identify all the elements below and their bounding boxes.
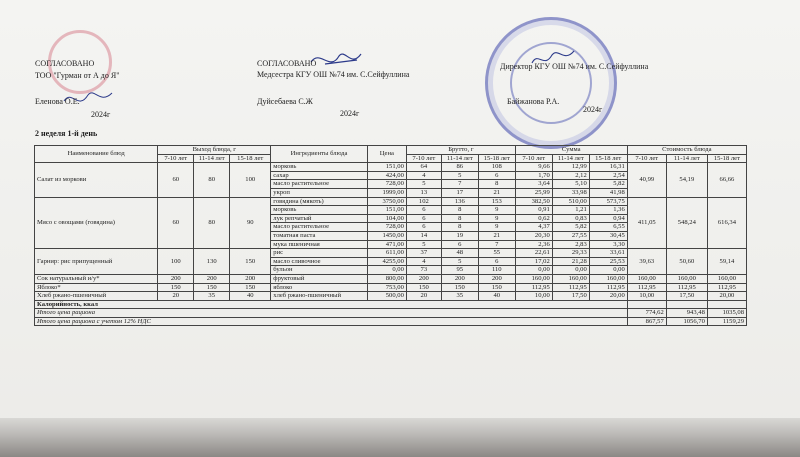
brutto-value: 17	[441, 188, 478, 197]
brutto-value: 9	[478, 206, 515, 215]
ingredient-price: 1450,00	[367, 231, 406, 240]
brutto-value: 40	[478, 292, 515, 301]
brutto-value: 55	[478, 249, 515, 258]
col-header-ingredients: Ингредиенты блюда	[271, 146, 368, 163]
calories-value	[707, 300, 746, 309]
brutto-value: 21	[478, 188, 515, 197]
dish-output: 60	[158, 163, 194, 197]
sum-value: 27,55	[552, 231, 589, 240]
brutto-value: 8	[441, 223, 478, 232]
left-approval-name: Еленова О.Е.	[35, 97, 80, 106]
brutto-value: 136	[441, 197, 478, 206]
ingredient-price: 471,00	[367, 240, 406, 249]
dish-cost: 10,00	[627, 292, 666, 301]
brutto-value: 200	[441, 274, 478, 283]
ingredient-name: укроп	[271, 188, 368, 197]
brutto-value: 64	[406, 163, 441, 172]
right-approval-year: 2024г	[583, 105, 603, 114]
sum-value: 160,00	[589, 274, 627, 283]
sum-value: 112,95	[589, 283, 627, 292]
dish-cost: 616,34	[707, 197, 746, 249]
ingredient-name: масло сливочное	[271, 257, 368, 266]
dish-name: Салат из моркови	[35, 163, 158, 197]
dish-output: 100	[158, 249, 194, 275]
calories-label: Калорийность, ккал	[35, 300, 628, 309]
table-row	[35, 163, 747, 172]
ingredient-price: 500,00	[367, 292, 406, 301]
brutto-value: 6	[478, 171, 515, 180]
brutto-value: 86	[441, 163, 478, 172]
table-row	[35, 197, 747, 206]
ingredient-name: яблоко	[271, 283, 368, 292]
sum-value: 22,61	[515, 249, 552, 258]
sum-value: 573,75	[589, 197, 627, 206]
brutto-value: 7	[441, 180, 478, 189]
left-approval-year: 2024г	[91, 110, 111, 119]
brutto-value: 6	[441, 240, 478, 249]
dish-name: Хлеб ржано-пшеничный	[35, 292, 158, 301]
brutto-value: 5	[441, 257, 478, 266]
sum-value: 0,00	[589, 266, 627, 275]
sum-value: 10,00	[515, 292, 552, 301]
col-header-age: 7-10 лет	[627, 154, 666, 163]
brutto-value: 19	[441, 231, 478, 240]
col-header-age: 15-18 лет	[707, 154, 746, 163]
ingredient-price: 800,00	[367, 274, 406, 283]
dish-name: Сок натуральный и/у*	[35, 274, 158, 283]
col-header-age: 15-18 лет	[478, 154, 515, 163]
dish-output: 60	[158, 197, 194, 249]
ingredient-price: 151,00	[367, 163, 406, 172]
dish-cost: 112,95	[627, 283, 666, 292]
sum-value: 2,36	[515, 240, 552, 249]
sum-value: 1,36	[589, 206, 627, 215]
brutto-value: 9	[478, 223, 515, 232]
dish-output: 40	[230, 292, 271, 301]
ingredient-name: томатная паста	[271, 231, 368, 240]
col-header-age: 15-18 лет	[230, 154, 271, 163]
ingredient-name: мука пшеничная	[271, 240, 368, 249]
brutto-value: 8	[441, 206, 478, 215]
dish-name: Яблоко*	[35, 283, 158, 292]
sum-value: 5,82	[552, 223, 589, 232]
brutto-value: 6	[478, 257, 515, 266]
dish-output: 200	[194, 274, 230, 283]
dish-cost: 411,05	[627, 197, 666, 249]
left-approval-title: СОГЛАСОВАНО	[35, 59, 95, 68]
dish-output: 200	[158, 274, 194, 283]
sum-value: 510,00	[552, 197, 589, 206]
col-header-price: Цена	[367, 146, 406, 163]
sum-value: 41,98	[589, 188, 627, 197]
dish-cost: 50,60	[666, 249, 707, 275]
sum-value: 20,00	[589, 292, 627, 301]
calories-value	[627, 300, 666, 309]
table-row	[35, 249, 747, 258]
brutto-value: 102	[406, 197, 441, 206]
brutto-value: 6	[406, 206, 441, 215]
dish-output: 150	[158, 283, 194, 292]
total-value: 1035,08	[707, 309, 746, 318]
ingredient-price: 0,00	[367, 266, 406, 275]
sum-value: 33,98	[552, 188, 589, 197]
brutto-value: 150	[478, 283, 515, 292]
brutto-value: 8	[478, 180, 515, 189]
sum-value: 30,45	[589, 231, 627, 240]
total-value: 943,48	[666, 309, 707, 318]
sum-value: 29,33	[552, 249, 589, 258]
total-vat-label: Итого цена рациона с учетом 12% НДС	[35, 317, 628, 326]
total-vat-value: 1159,29	[707, 317, 746, 326]
dish-output: 100	[230, 163, 271, 197]
brutto-value: 6	[406, 214, 441, 223]
dish-output: 35	[194, 292, 230, 301]
dish-cost: 112,95	[707, 283, 746, 292]
dish-cost: 160,00	[666, 274, 707, 283]
sum-value: 112,95	[552, 283, 589, 292]
ingredient-price: 753,00	[367, 283, 406, 292]
sum-value: 2,54	[589, 171, 627, 180]
col-header-cost: Стоимость блюда	[627, 146, 746, 155]
total-vat-row	[35, 317, 747, 326]
dish-output: 90	[230, 197, 271, 249]
sum-value: 0,62	[515, 214, 552, 223]
table-row	[35, 283, 747, 292]
dish-cost: 160,00	[707, 274, 746, 283]
header-row	[35, 146, 747, 155]
col-header-age: 11-14 лет	[441, 154, 478, 163]
col-header-age: 7-10 лет	[515, 154, 552, 163]
dish-output: 20	[158, 292, 194, 301]
table-row	[35, 274, 747, 283]
brutto-value: 4	[406, 257, 441, 266]
sum-value: 0,94	[589, 214, 627, 223]
dish-output: 150	[230, 249, 271, 275]
brutto-value: 200	[406, 274, 441, 283]
brutto-value: 8	[441, 214, 478, 223]
right-approval-org: Директор КГУ ОШ №74 им. С.Сейфуллина	[500, 62, 649, 71]
dish-cost: 54,19	[666, 163, 707, 197]
mid-approval-year: 2024г	[340, 109, 360, 118]
brutto-value: 153	[478, 197, 515, 206]
sum-value: 1,21	[552, 206, 589, 215]
col-header-sum: Сумма	[515, 146, 627, 155]
brutto-value: 4	[406, 171, 441, 180]
dish-cost: 17,50	[666, 292, 707, 301]
sum-value: 25,99	[515, 188, 552, 197]
ingredient-price: 728,00	[367, 223, 406, 232]
brutto-value: 95	[441, 266, 478, 275]
sum-value: 112,95	[515, 283, 552, 292]
dish-output: 200	[230, 274, 271, 283]
ingredient-name: говядина (мякоть)	[271, 197, 368, 206]
brutto-value: 35	[441, 292, 478, 301]
col-header-age: 11-14 лет	[194, 154, 230, 163]
brutto-value: 150	[406, 283, 441, 292]
dish-cost: 112,95	[666, 283, 707, 292]
ingredient-price: 3750,00	[367, 197, 406, 206]
calories-value	[666, 300, 707, 309]
brutto-value: 21	[478, 231, 515, 240]
ingredient-name: рис	[271, 249, 368, 258]
ingredient-name: бульон	[271, 266, 368, 275]
mid-approval-org: Медсестра КГУ ОШ №74 им. С.Сейфуллина	[257, 70, 410, 79]
sum-value: 5,10	[552, 180, 589, 189]
brutto-value: 48	[441, 249, 478, 258]
calories-row	[35, 300, 747, 309]
brutto-value: 200	[478, 274, 515, 283]
dish-cost: 20,00	[707, 292, 746, 301]
total-vat-value: 867,57	[627, 317, 666, 326]
dish-cost: 66,66	[707, 163, 746, 197]
table-row	[35, 292, 747, 301]
sum-value: 3,64	[515, 180, 552, 189]
sum-value: 17,02	[515, 257, 552, 266]
sum-value: 0,00	[552, 266, 589, 275]
brutto-value: 6	[406, 223, 441, 232]
sum-value: 6,55	[589, 223, 627, 232]
ingredient-price: 104,00	[367, 214, 406, 223]
right-approval-name: Байжанова Р.А.	[507, 97, 560, 106]
dish-output: 130	[194, 249, 230, 275]
dish-cost: 160,00	[627, 274, 666, 283]
col-header-age: 7-10 лет	[158, 154, 194, 163]
right-seal-stamp	[485, 17, 617, 149]
ingredient-price: 728,00	[367, 180, 406, 189]
ingredient-price: 151,00	[367, 206, 406, 215]
sum-value: 17,50	[552, 292, 589, 301]
dish-cost: 548,24	[666, 197, 707, 249]
mid-approval-title: СОГЛАСОВАНО	[257, 59, 317, 68]
col-header-output: Выход блюда, г	[158, 146, 271, 155]
col-header-age: 11-14 лет	[666, 154, 707, 163]
sum-value: 12,99	[552, 163, 589, 172]
ingredient-name: масло растительное	[271, 223, 368, 232]
week-day-label: 2 неделя 1-й день	[35, 129, 98, 138]
sum-value: 3,30	[589, 240, 627, 249]
ingredient-name: хлеб ржано-пшеничный	[271, 292, 368, 301]
dish-name: Гарнир: рис припущенный	[35, 249, 158, 275]
brutto-value: 108	[478, 163, 515, 172]
ingredient-name: сахар	[271, 171, 368, 180]
dish-output: 150	[230, 283, 271, 292]
menu-cost-table	[34, 145, 747, 326]
dish-cost: 40,99	[627, 163, 666, 197]
sum-value: 16,31	[589, 163, 627, 172]
dish-output: 150	[194, 283, 230, 292]
sum-value: 382,50	[515, 197, 552, 206]
brutto-value: 14	[406, 231, 441, 240]
left-approval-org: ТОО "Гурман от А до Я"	[35, 71, 120, 80]
brutto-value: 5	[441, 171, 478, 180]
sum-value: 2,83	[552, 240, 589, 249]
ingredient-price: 4255,00	[367, 257, 406, 266]
ingredient-price: 611,00	[367, 249, 406, 258]
page-bottom-shadow	[0, 418, 800, 457]
brutto-value: 13	[406, 188, 441, 197]
sum-value: 0,91	[515, 206, 552, 215]
total-label: Итого цена рациона	[35, 309, 628, 318]
dish-output: 80	[194, 163, 230, 197]
ingredient-name: лук репчатый	[271, 214, 368, 223]
brutto-value: 150	[441, 283, 478, 292]
brutto-value: 73	[406, 266, 441, 275]
sum-value: 21,28	[552, 257, 589, 266]
dish-cost: 39,63	[627, 249, 666, 275]
brutto-value: 5	[406, 180, 441, 189]
ingredient-name: масло растительное	[271, 180, 368, 189]
brutto-value: 37	[406, 249, 441, 258]
brutto-value: 5	[406, 240, 441, 249]
col-header-age: 15-18 лет	[589, 154, 627, 163]
brutto-value: 9	[478, 214, 515, 223]
sum-value: 5,82	[589, 180, 627, 189]
sum-value: 4,37	[515, 223, 552, 232]
ingredient-name: морковь	[271, 163, 368, 172]
ingredient-price: 424,00	[367, 171, 406, 180]
sum-value: 20,30	[515, 231, 552, 240]
dish-name: Мясо с овощами (говядина)	[35, 197, 158, 249]
col-header-dish: Наименование блюд	[35, 146, 158, 163]
sum-value: 9,66	[515, 163, 552, 172]
dish-cost: 59,14	[707, 249, 746, 275]
sum-value: 33,61	[589, 249, 627, 258]
ingredient-name: фруктовый	[271, 274, 368, 283]
sum-value: 160,00	[515, 274, 552, 283]
sum-value: 2,12	[552, 171, 589, 180]
sum-value: 25,53	[589, 257, 627, 266]
ingredient-name: морковь	[271, 206, 368, 215]
sum-value: 0,83	[552, 214, 589, 223]
sum-value: 1,70	[515, 171, 552, 180]
col-header-brutto: Брутто, г	[406, 146, 515, 155]
brutto-value: 110	[478, 266, 515, 275]
total-row	[35, 309, 747, 318]
col-header-age: 7-10 лет	[406, 154, 441, 163]
total-value: 774,62	[627, 309, 666, 318]
mid-approval-name: Дуйсебаева С.Ж	[257, 97, 313, 106]
total-vat-value: 1056,70	[666, 317, 707, 326]
brutto-value: 20	[406, 292, 441, 301]
sum-value: 0,00	[515, 266, 552, 275]
col-header-age: 11-14 лет	[552, 154, 589, 163]
sum-value: 160,00	[552, 274, 589, 283]
brutto-value: 7	[478, 240, 515, 249]
dish-output: 80	[194, 197, 230, 249]
ingredient-price: 1999,00	[367, 188, 406, 197]
